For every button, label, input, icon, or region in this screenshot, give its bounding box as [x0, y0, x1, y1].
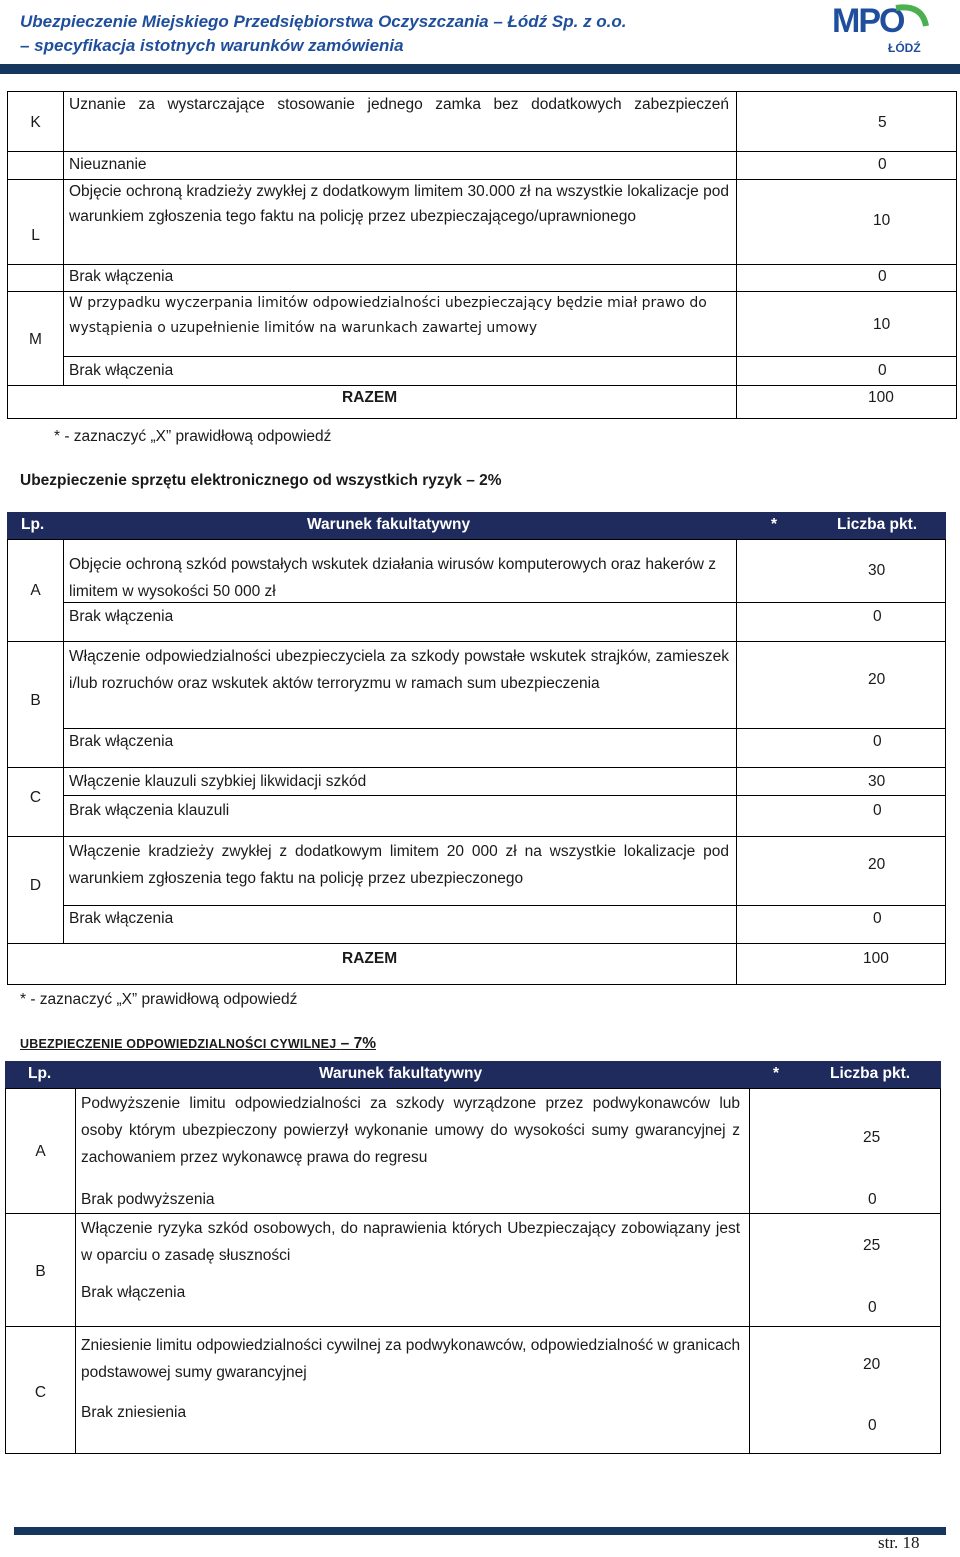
- condition-text: Brak włączenia: [69, 362, 174, 379]
- lp-cell-l: [7, 179, 64, 265]
- pts-cell: [736, 264, 957, 292]
- header-subtitle: – specyfikacja istotnych warunków zamówienia: [20, 36, 404, 55]
- lp-a: A: [30, 582, 41, 599]
- lp-a: A: [35, 1143, 46, 1160]
- lp-cell: [7, 264, 64, 292]
- condition-text: Włączenie kradzieży zwykłej z dodatkowym limitem 20 000 zł na wszystkie lokalizacje pod warunkiem zgłoszenia tego faktu na policję przez ubezpieczonego: [69, 843, 729, 887]
- points: 0: [878, 268, 887, 285]
- header-rule: [0, 64, 960, 74]
- condition-text: Włączenie klauzuli szybkiej likwidacji szkód: [69, 773, 367, 790]
- header-title: Ubezpieczenie Miejskiego Przedsiębiorstwa Oczyszczania – Łódź Sp. z o.o.: [20, 12, 627, 31]
- table-header: [7, 512, 946, 539]
- pts-cell: [736, 795, 946, 837]
- total-value: 100: [863, 950, 889, 967]
- pts-cell: [736, 356, 957, 386]
- points: 0: [878, 362, 887, 379]
- condition-text: Brak włączenia: [69, 268, 174, 285]
- pts-cell: [736, 641, 946, 729]
- section-title: [20, 1035, 376, 1053]
- condition-text: Włączenie ryzyka szkód osobowych, do naprawienia których Ubezpieczający zobowiązany jest w oparciu o zasadę słuszności: [81, 1220, 740, 1264]
- col-points: Liczba pkt.: [830, 1065, 911, 1082]
- pts-cell: [749, 1213, 941, 1327]
- section-title-caps: UBEZPIECZENIE ODPOWIEDZIALNOŚCI CYWILNEJ: [20, 1037, 337, 1051]
- points: 0: [873, 608, 882, 625]
- condition-text: Brak włączenia: [69, 910, 174, 927]
- logo-text: MPO: [832, 2, 904, 40]
- lp-c: C: [34, 1384, 47, 1401]
- condition-text: Brak włączenia: [69, 608, 174, 625]
- document-header: [20, 10, 627, 58]
- cond-cell: [63, 151, 737, 180]
- pts-cell: [749, 1088, 941, 1214]
- condition-text: Podwyższenie limitu odpowiedzialności za szkody wyrządzone przez podwykonawców lub osoby którym ubezpieczony powierzył wykonanie umowy do wysokości sumy gwarancyjnej z zachowaniem przez wykonawcę prawa do regresu: [81, 1095, 740, 1166]
- lp-c: C: [29, 789, 42, 806]
- pts-cell: [749, 1326, 941, 1454]
- pts-cell: [736, 836, 946, 906]
- table-header: [5, 1061, 941, 1088]
- footnote: * - zaznaczyć „X” prawidłową odpowiedź: [54, 428, 332, 445]
- col-lp: Lp.: [28, 1065, 52, 1082]
- lp-cell: [7, 151, 64, 180]
- mpo-logo: [826, 0, 936, 56]
- points: 20: [868, 856, 886, 873]
- lp-b: B: [35, 1263, 46, 1280]
- points: 30: [868, 562, 886, 579]
- points: 10: [873, 212, 891, 229]
- col-points: Liczba pkt.: [837, 516, 918, 533]
- points: 0: [873, 910, 882, 927]
- col-star: *: [773, 1065, 780, 1082]
- condition-text: Brak włączenia: [81, 1284, 186, 1301]
- page-number: str. 18: [878, 1533, 920, 1552]
- pts-cell: [736, 179, 957, 265]
- total-label: RAZEM: [342, 950, 398, 967]
- footer-rule: [14, 1527, 946, 1535]
- points: 0: [868, 1417, 877, 1434]
- condition-text: Objęcie ochroną szkód powstałych wskutek działania wirusów komputerowych oraz hakerów z limitem w wysokości 50 000 zł: [69, 556, 716, 600]
- points: 10: [873, 316, 891, 333]
- pts-cell: [736, 728, 946, 768]
- points: 0: [873, 733, 882, 750]
- points: 0: [873, 802, 882, 819]
- points: 0: [868, 1191, 877, 1208]
- condition-text: Brak włączenia: [69, 733, 174, 750]
- col-condition: Warunek fakultatywny: [307, 516, 471, 533]
- total-cell: [736, 943, 946, 985]
- section-title: Ubezpieczenie sprzętu elektronicznego od wszystkich ryzyk – 2%: [20, 472, 502, 489]
- total-cell: [736, 385, 957, 419]
- pts-cell: [736, 602, 946, 642]
- condition-text: Brak włączenia klauzuli: [69, 802, 230, 819]
- points: 20: [863, 1356, 881, 1373]
- points: 0: [878, 156, 887, 173]
- lp-k: K: [30, 114, 41, 131]
- col-condition: Warunek fakultatywny: [319, 1065, 483, 1082]
- section-title-pct: – 7%: [340, 1035, 377, 1052]
- points: 0: [868, 1299, 877, 1316]
- total-value: 100: [868, 389, 894, 406]
- condition-text: Uznanie za wystarczające stosowanie jednego zamka bez dodatkowych zabezpieczeń: [69, 96, 729, 113]
- points: 30: [868, 773, 886, 790]
- pts-cell: [736, 291, 957, 357]
- condition-text: Włączenie odpowiedzialności ubezpieczyciela za szkody powstałe wskutek strajków, zamieszek i/lub rozruchów oraz wskutek aktów terroryzmu w ramach sum ubezpieczenia: [69, 648, 729, 692]
- condition-text: Zniesienie limitu odpowiedzialności cywilnej za podwykonawców, odpowiedzialność w granicach podstawowej sumy gwarancyjnej: [81, 1337, 741, 1381]
- condition-text: Brak zniesienia: [81, 1404, 187, 1421]
- lp-l: L: [31, 227, 40, 244]
- points: 5: [878, 114, 887, 131]
- condition-text: Nieuznanie: [69, 156, 147, 173]
- pts-cell: [736, 905, 946, 944]
- pts-cell: [736, 539, 946, 603]
- total-label: RAZEM: [342, 389, 398, 406]
- lp-d: D: [29, 877, 42, 894]
- footnote: * - zaznaczyć „X” prawidłową odpowiedź: [20, 991, 298, 1008]
- pts-cell: [736, 151, 957, 180]
- condition-text: W przypadku wyczerpania limitów odpowiedzialności ubezpieczający będzie miał prawo do wystąpienia o uzupełnienie limitów na warunkach zawartej umowy: [69, 295, 707, 336]
- condition-text: Objęcie ochroną kradzieży zwykłej z dodatkowym limitem 30.000 zł na wszystkie lokalizacje pod warunkiem zgłoszenia tego faktu na policję przez ubezpieczającego/uprawnionego: [69, 183, 729, 225]
- points: 25: [863, 1237, 881, 1254]
- col-lp: Lp.: [21, 516, 45, 533]
- pts-cell: [736, 91, 957, 152]
- col-star: *: [771, 516, 778, 533]
- pts-cell: [736, 767, 946, 796]
- points: 25: [863, 1129, 881, 1146]
- logo-city: ŁÓDŹ: [888, 41, 921, 55]
- condition-text: Brak podwyższenia: [81, 1191, 215, 1208]
- lp-m: M: [29, 331, 42, 348]
- points: 20: [868, 671, 886, 688]
- lp-b: B: [30, 692, 41, 709]
